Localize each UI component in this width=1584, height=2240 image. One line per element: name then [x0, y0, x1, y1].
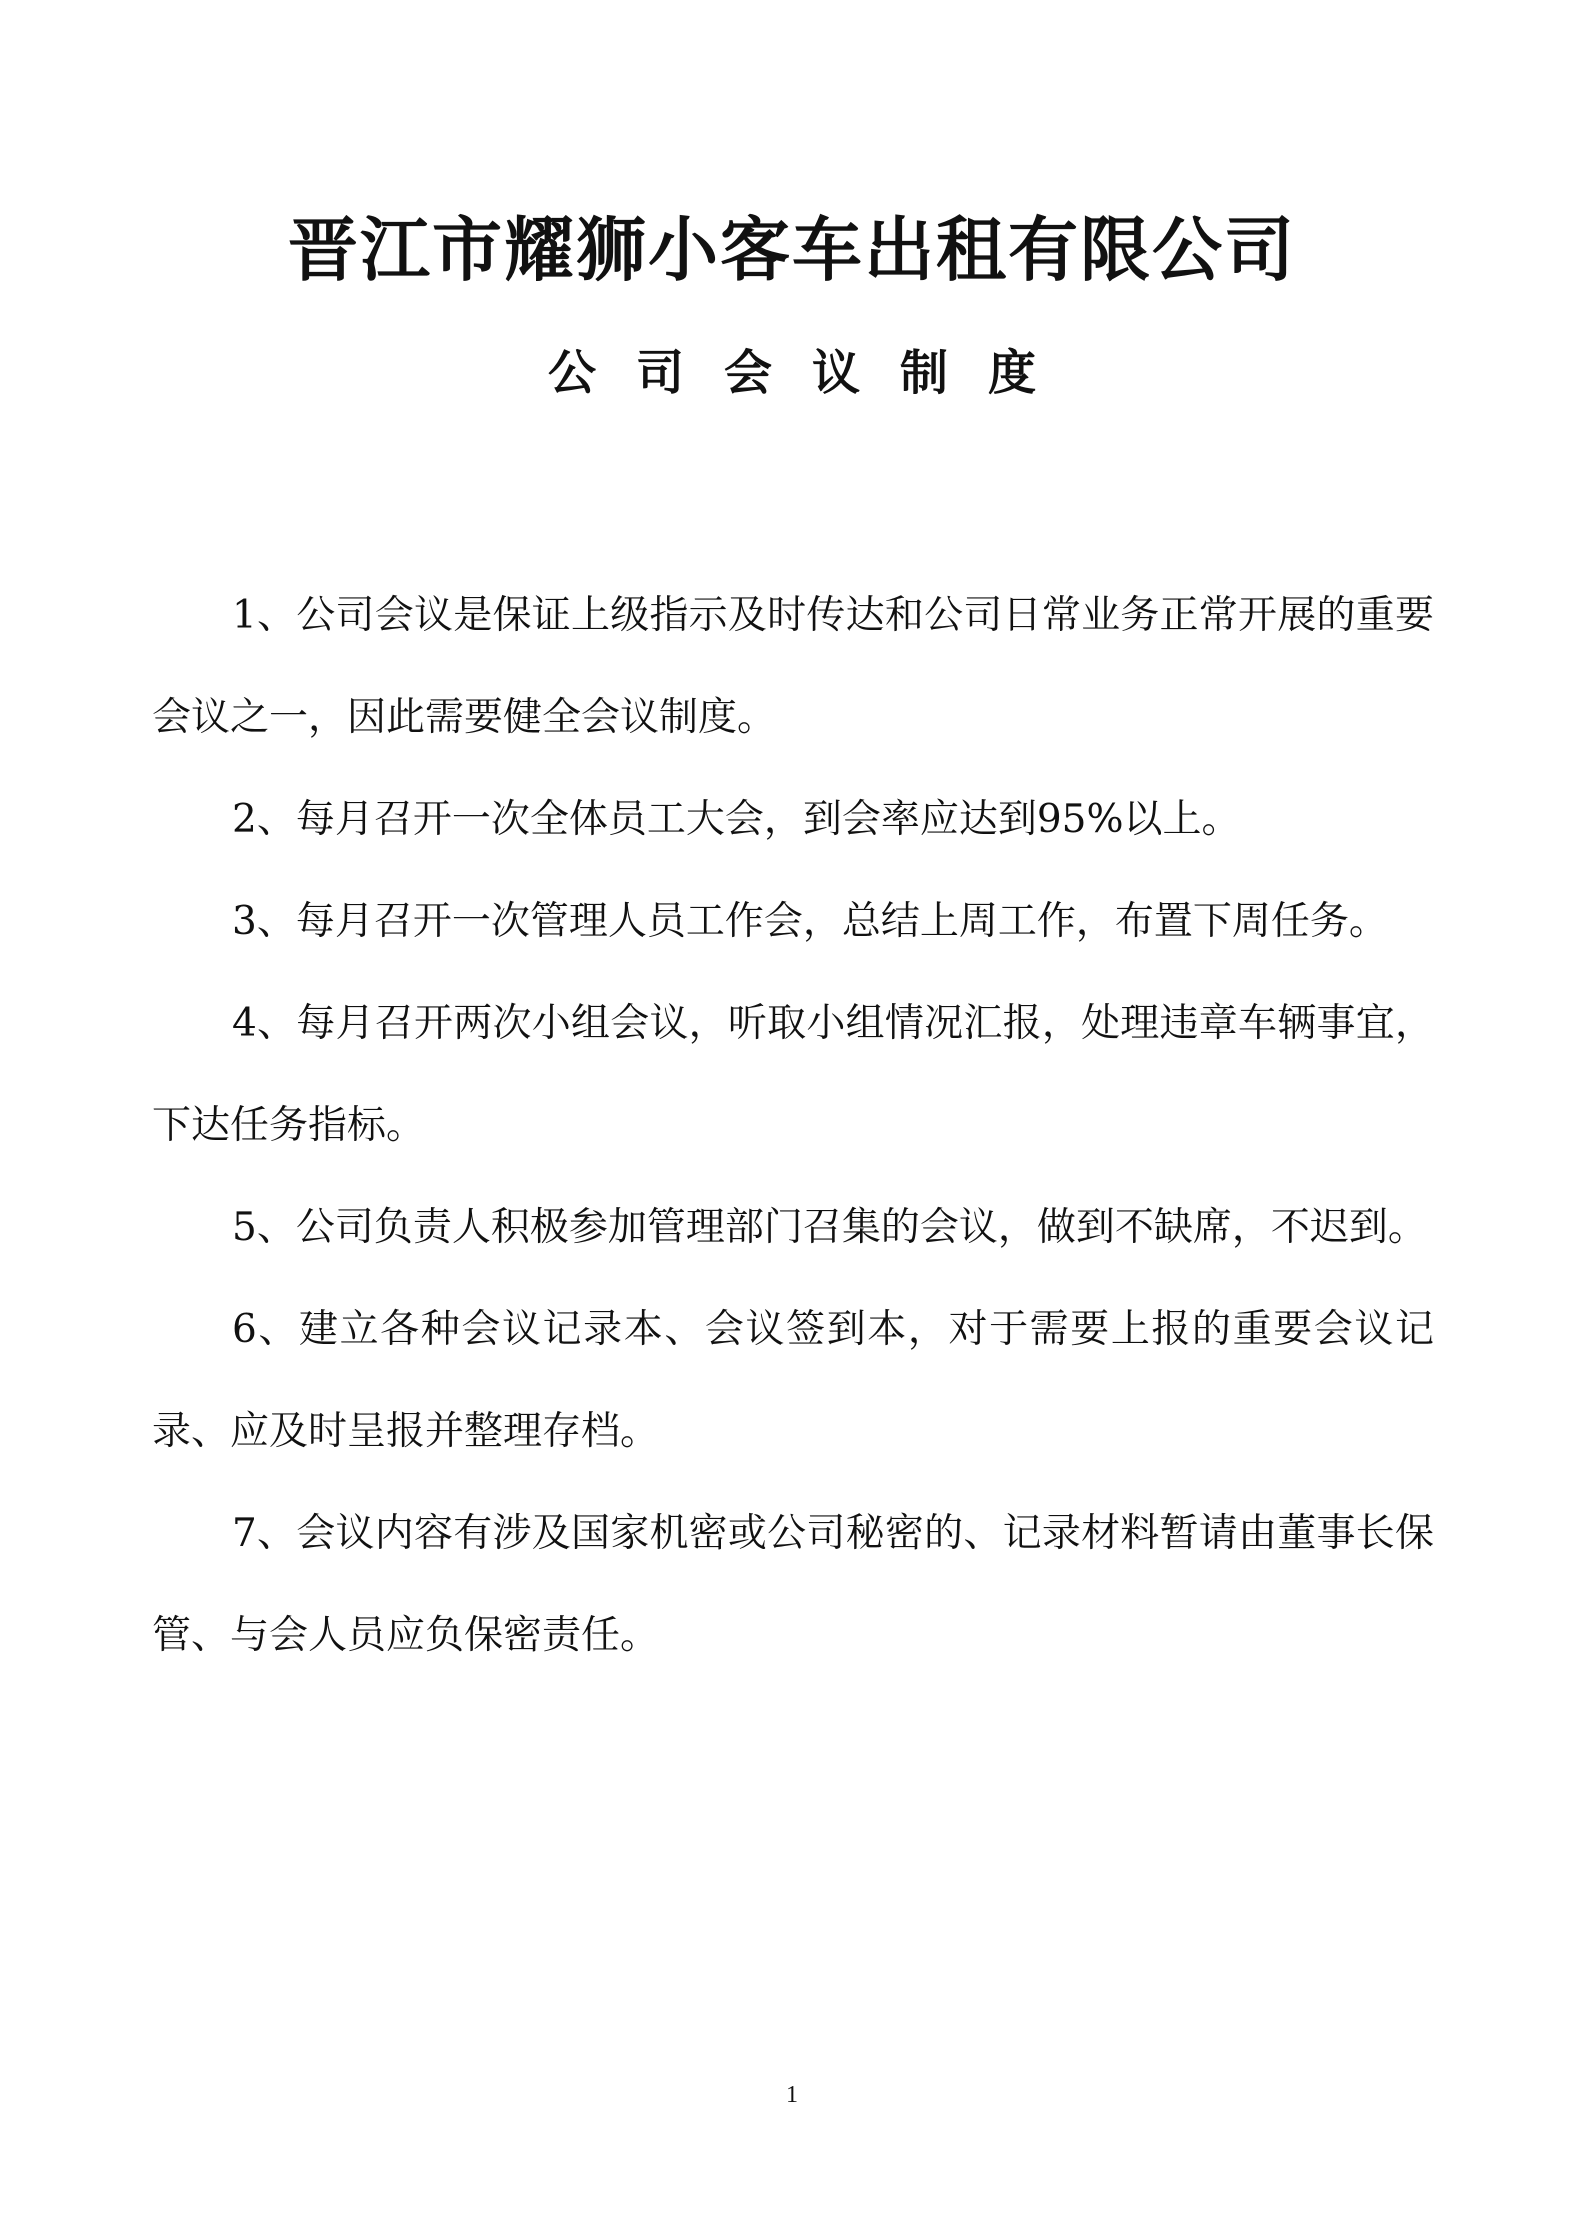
document-title: 公司会议制度 — [547, 345, 1076, 401]
rule-paragraph-3: 3、每月召开一次管理人员工作会，总结上周工作，布置下周任务。 — [232, 899, 1388, 944]
rule-paragraph-2: 2、每月召开一次全体员工大会，到会率应达到95%以上。 — [232, 797, 1241, 842]
company-name-heading: 晋江市耀狮小客车出租有限公司 — [288, 209, 1296, 291]
rule-paragraph-1: 1、公司会议是保证上级指示及时传达和公司日常业务正常开展的重要会议之一，因此需要健全会议制度。 — [152, 593, 1434, 740]
rule-paragraph-7: 7、会议内容有涉及国家机密或公司秘密的、记录材料暂请由董事长保管、与会人员应负保密责任。 — [152, 1511, 1434, 1658]
rule-paragraph-6: 6、建立各种会议记录本、会议签到本，对于需要上报的重要会议记录、应及时呈报并整理存档。 — [152, 1307, 1434, 1454]
page-number: 1 — [786, 2082, 798, 2108]
rule-paragraph-4: 4、每月召开两次小组会议，听取小组情况汇报，处理违章车辆事宜，下达任务指标。 — [152, 1001, 1434, 1148]
rule-paragraph-5: 5、公司负责人积极参加管理部门召集的会议，做到不缺席，不迟到。 — [232, 1205, 1427, 1250]
document-body — [152, 565, 1434, 1687]
